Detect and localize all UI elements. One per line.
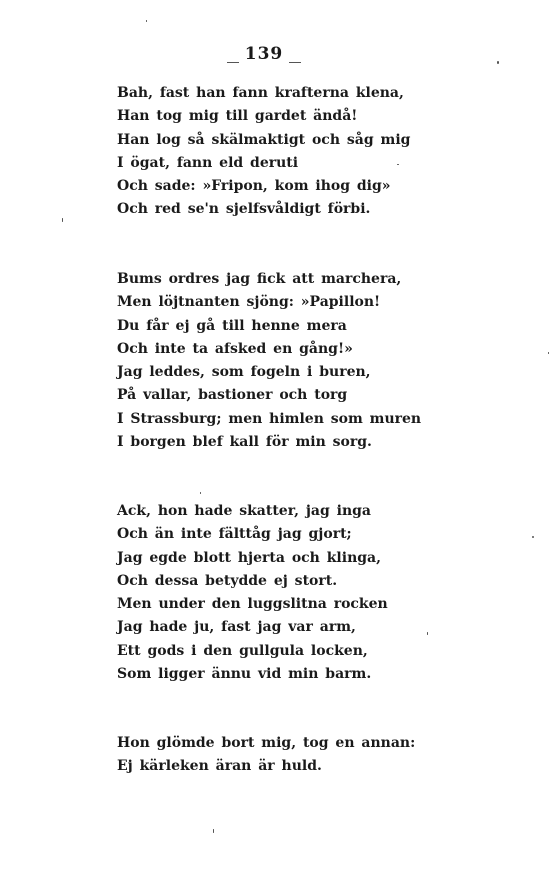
scan-speck [146, 20, 147, 22]
verse-line: Men under den luggslitna rocken [117, 596, 388, 613]
scan-speck [548, 352, 549, 354]
verse-line: Ack, hon hade skatter, jag inga [117, 503, 371, 519]
verse-line: I ögat, fann eld deruti [117, 154, 299, 171]
verse-line: Jag hade ju, fast jag var arm, [117, 619, 356, 636]
verse-line: Bums ordres jag fick att marchera, [117, 271, 402, 287]
scan-speck [427, 632, 428, 635]
stanza-1 [117, 82, 537, 222]
verse-line: På vallar, bastioner och torg [117, 387, 348, 404]
verse-line: Jag leddes, som fogeln i buren, [117, 364, 371, 381]
verse-line: Och sade: »Fripon, kom ihog dig» [117, 178, 391, 195]
stanza-3 [117, 500, 537, 686]
verse-line: Ett gods i den gullgula locken, [117, 642, 368, 659]
scan-speck [497, 61, 499, 64]
verse-line: Han log så skälmaktigt och såg mig [117, 131, 411, 148]
verse-line: Hon glömde bort mig, tog en annan: [117, 735, 416, 751]
verse-line: I Strassburg; men himlen som muren [117, 410, 422, 427]
verse-line: Ej kärleken äran är huld. [117, 758, 322, 775]
scan-speck [200, 492, 201, 494]
verse-line: Och inte ta afsked en gång!» [117, 340, 353, 357]
scan-speck [62, 218, 63, 222]
scan-speck [532, 536, 534, 538]
page-number: 139 [0, 44, 528, 64]
scan-speck [213, 829, 214, 833]
verse-line: Som ligger ännu vid min barm. [117, 666, 372, 683]
verse-line: Men löjtnanten sjöng: »Papillon! [117, 294, 381, 311]
verse-line: Bah, fast han fann krafterna klena, [117, 85, 404, 101]
verse-line: Och dessa betydde ej stort. [117, 572, 338, 589]
verse-line: I borgen blef kall för min sorg. [117, 434, 372, 451]
stanza-4 [117, 732, 537, 779]
verse-line: Jag egde blott hjerta och klinga, [117, 549, 381, 566]
verse-line: Och red se'n sjelfsvåldigt förbi. [117, 201, 371, 218]
verse-line: Han tog mig till gardet ändå! [117, 108, 358, 125]
verse-line: Och än inte fälttåg jag gjort; [117, 526, 352, 543]
stanza-2 [117, 268, 537, 454]
scan-speck [397, 164, 399, 165]
verse-line: Du får ej gå till henne mera [117, 317, 347, 334]
